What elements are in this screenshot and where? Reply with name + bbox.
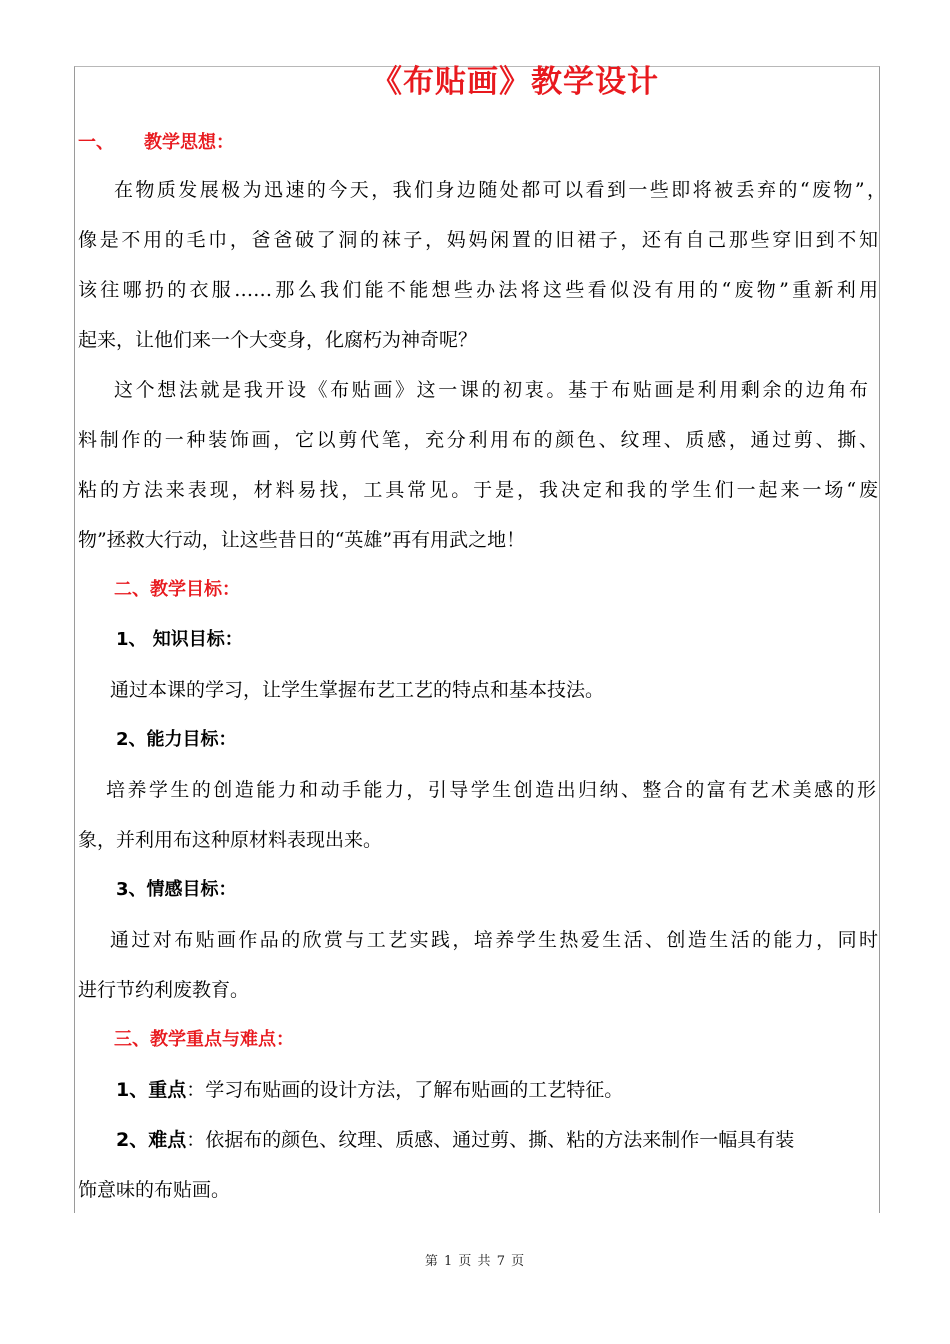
key-point-number: 1、 <box>116 1079 149 1101</box>
section1-heading: 教学思想： <box>144 132 234 153</box>
section3-heading: 三、教学重点与难点： <box>114 1029 294 1050</box>
section2-heading: 二、教学目标： <box>114 579 240 600</box>
page-number: 第 1 页 共 7 页 <box>424 1254 526 1269</box>
knowledge-goal-heading: 1、 知识目标： <box>116 629 243 650</box>
key-point-row <box>116 1078 926 1102</box>
ability-goal-heading: 2、能力目标： <box>116 729 237 750</box>
key-point-text: ：学习布贴画的设计方法，了解布贴画的工艺特征。 <box>186 1079 624 1101</box>
section1-para2-line2: 料制作的一种装饰画，它以剪代笔，充分利用布的颜色、纹理、质感，通过剪、撕、 <box>78 429 878 451</box>
knowledge-goal-text: 通过本课的学习，让学生掌握布艺工艺的特点和基本技法。 <box>110 679 605 701</box>
difficult-point-cont: 饰意味的布贴画。 <box>78 1179 231 1201</box>
section1-para2-line3: 粘的方法来表现，材料易找，工具常见。于是，我决定和我的学生们一起来一场“废 <box>78 479 878 501</box>
section1-number: 一、 <box>78 132 114 153</box>
section1-heading-row <box>78 131 888 155</box>
section1-para1-line4: 起来，让他们来一个大变身，化腐朽为神奇呢？ <box>78 329 478 351</box>
ability-goal-line1: 培养学生的创造能力和动手能力，引导学生创造出归纳、整合的富有艺术美感的形 <box>106 779 876 801</box>
section1-para1-line2: 像是不用的毛巾，爸爸破了洞的袜子，妈妈闲置的旧裙子，还有自己那些穿旧到不知 <box>78 229 878 251</box>
difficult-point-label: 难点 <box>148 1129 187 1151</box>
difficult-point-row <box>116 1128 926 1152</box>
section1-para2-line1: 这个想法就是我开设《布贴画》这一课的初衷。基于布贴画是利用剩余的边角布 <box>114 379 868 401</box>
document-title: 《布贴画》教学设计 <box>371 64 659 100</box>
difficult-point-number: 2、 <box>116 1129 149 1151</box>
emotion-goal-line2: 进行节约利废教育。 <box>78 979 250 1001</box>
section1-para1-line3: 该往哪扔的衣服……那么我们能不能想些办法将这些看似没有用的“废物”重新利用 <box>78 279 878 301</box>
emotion-goal-line1: 通过对布贴画作品的欣赏与工艺实践，培养学生热爱生活、创造生活的能力，同时 <box>110 929 878 951</box>
section1-para2-line4: 物”拯救大行动，让这些昔日的“英雄”再有用武之地！ <box>78 529 526 551</box>
ability-goal-line2: 象，并利用布这种原材料表现出来。 <box>78 829 383 851</box>
difficult-point-text: ：依据布的颜色、纹理、质感、通过剪、撕、粘的方法来制作一幅具有装 <box>186 1129 795 1151</box>
section1-para1-line1: 在物质发展极为迅速的今天，我们身边随处都可以看到一些即将被丢弃的“废物”， <box>114 179 886 201</box>
emotion-goal-heading: 3、情感目标： <box>116 879 237 900</box>
key-point-label: 重点 <box>148 1079 187 1101</box>
